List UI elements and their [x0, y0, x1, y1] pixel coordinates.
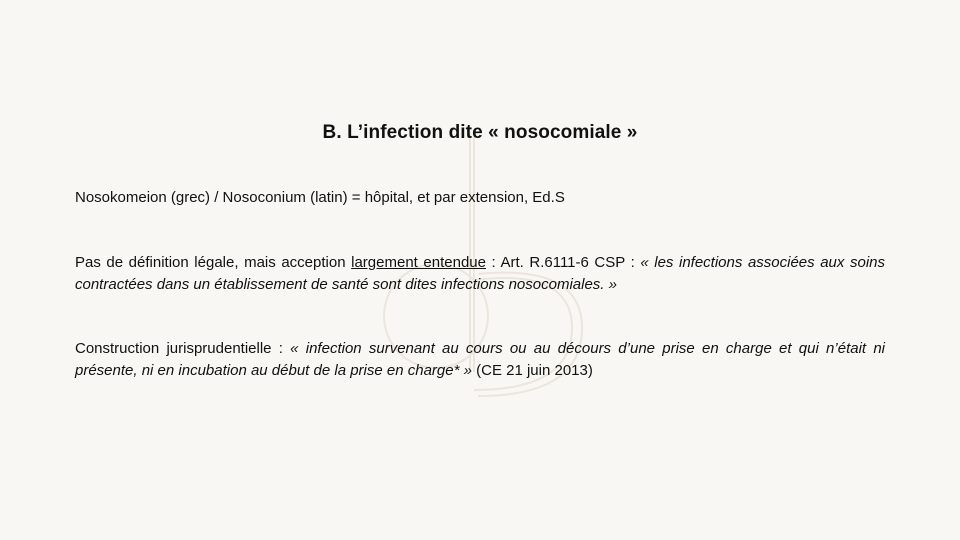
jurisprudence-paragraph	[75, 338, 885, 382]
jurisprudence-reference: (CE 21 juin 2013)	[471, 362, 593, 379]
definition-underlined: largement entendue	[351, 254, 486, 271]
definition-quote: « les infections associées aux soins contractées dans un établissement de santé sont dites infections nosocomiales. »	[75, 254, 885, 293]
slide-title: B. L’infection dite « nosocomiale »	[322, 122, 638, 143]
jurisprudence-intro: Construction jurisprudentielle :	[75, 340, 291, 357]
etymology-paragraph: Nosokomeion (grec) / Nosoconium (latin) = hôpital, et par extension, Ed.S	[75, 189, 565, 206]
definition-reference: : Art. R.6111-6 CSP :	[485, 254, 641, 271]
definition-intro: Pas de définition légale, mais acception	[75, 254, 352, 271]
jurisprudence-quote: « infection survenant au cours ou au décours d’une prise en charge et qui n’était ni présente, ni en incubation au début de la prise en charge* »	[75, 340, 886, 379]
definition-paragraph	[75, 252, 885, 296]
